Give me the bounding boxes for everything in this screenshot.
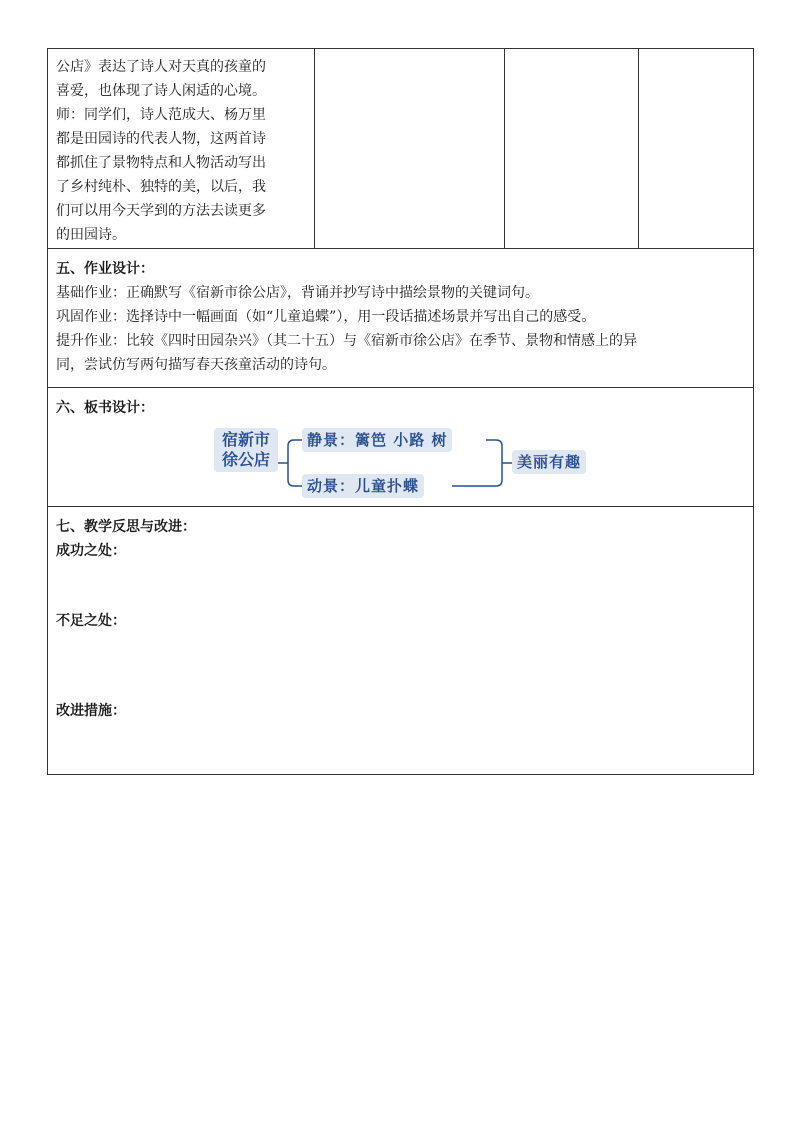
empty-cell <box>639 49 754 249</box>
lesson-plan-page <box>47 48 753 775</box>
homework-extend: 同，尝试仿写两句描写春天孩童活动的诗句。 <box>56 357 336 373</box>
empty-cell <box>315 49 505 249</box>
text-line: 都是田园诗的代表人物，这两首诗 <box>56 131 266 147</box>
reflection-row <box>48 507 754 775</box>
lesson-plan-table <box>47 48 754 775</box>
process-text-cell <box>48 49 315 249</box>
text-line: 都抓住了景物特点和人物活动写出 <box>56 155 266 171</box>
homework-title: 五、作业设计： <box>56 261 154 277</box>
board-static-scene: 静景：篱笆 小路 树 <box>302 428 452 452</box>
homework-cell <box>48 249 754 388</box>
homework-basic: 基础作业：正确默写《宿新市徐公店》，背诵并抄写诗中描绘景物的关键词句。 <box>56 285 539 301</box>
reflection-success-label: 成功之处： <box>56 543 126 559</box>
board-design-cell <box>48 388 754 507</box>
teaching-process-row <box>48 49 754 249</box>
board-dynamic-scene: 动景：儿童扑蝶 <box>302 474 424 498</box>
board-main-line: 宿新市 <box>221 430 270 449</box>
text-line: 公店》表达了诗人对天真的孩童的 <box>56 59 266 75</box>
board-title: 六、板书设计： <box>56 400 154 416</box>
reflection-improve-label: 改进措施： <box>56 703 126 719</box>
text-line: 师：同学们，诗人范成大、杨万里 <box>56 107 266 123</box>
board-main-topic <box>214 428 278 472</box>
homework-extend: 提升作业：比较《四时田园杂兴》（其二十五）与《宿新市徐公店》在季节、景物和情感上的异 <box>56 333 637 349</box>
reflection-title: 七、教学反思与改进： <box>56 519 196 535</box>
homework-row <box>48 249 754 388</box>
board-main-line: 徐公店 <box>221 450 270 469</box>
text-line: 们可以用今天学到的方法去读更多 <box>56 203 266 219</box>
homework-consolidate: 巩固作业：选择诗中一幅画面（如“儿童追蝶”），用一段话描述场景并写出自己的感受。 <box>56 309 596 325</box>
reflection-shortcoming-label: 不足之处： <box>56 613 126 629</box>
text-line: 的田园诗。 <box>56 227 126 243</box>
text-line: 了乡村纯朴、独特的美，以后，我 <box>56 179 266 195</box>
board-conclusion: 美丽有趣 <box>512 450 586 474</box>
text-line: 喜爱，也体现了诗人闲适的心境。 <box>56 83 266 99</box>
board-design-row <box>48 388 754 507</box>
reflection-cell <box>48 507 754 775</box>
empty-cell <box>505 49 639 249</box>
board-diagram <box>56 422 745 502</box>
